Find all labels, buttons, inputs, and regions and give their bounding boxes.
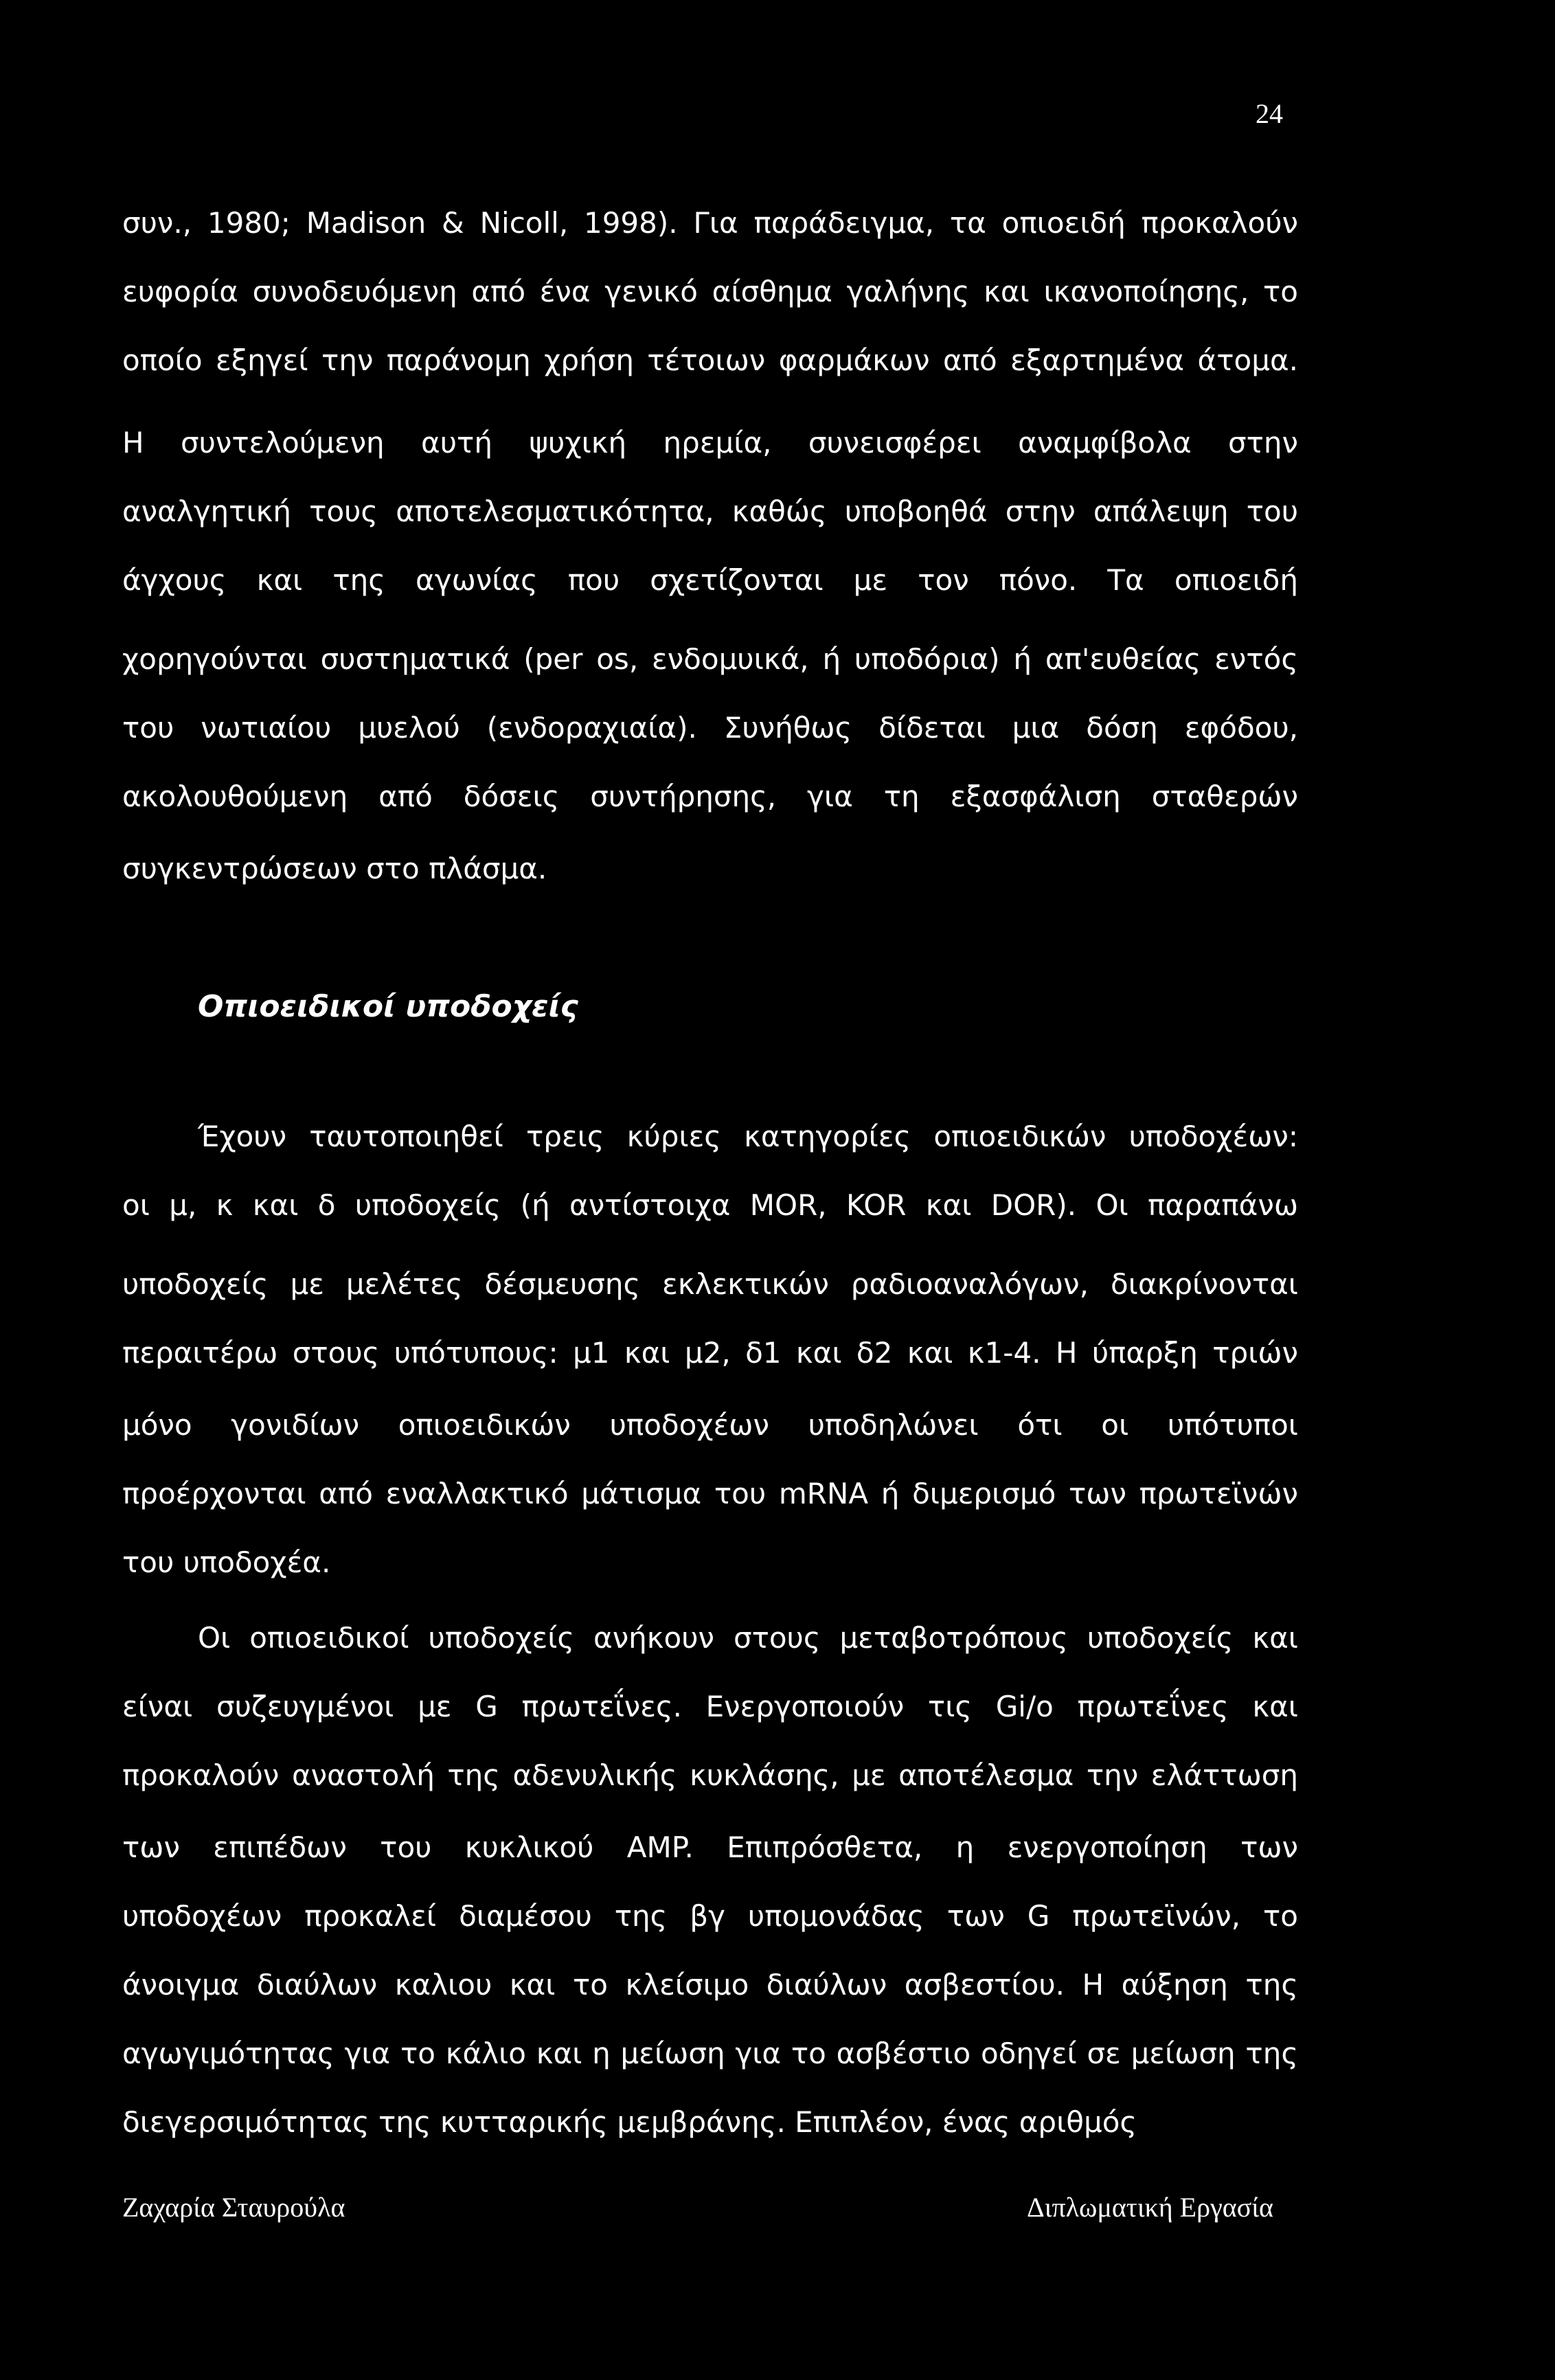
text-line: άγχους και της αγωνίας που σχετίζονται με τον πόνο. Τα οπιοειδή bbox=[122, 563, 1298, 597]
page-number: 24 bbox=[1256, 98, 1283, 129]
text-line: προκαλούν αναστολή της αδενυλικής κυκλάσης, με αποτέλεσμα την ελάττωση bbox=[122, 1758, 1298, 1792]
text-line: του νωτιαίου μυελού (ενδοραχιαία). Συνήθως δίδεται μια δόση εφόδου, bbox=[122, 711, 1298, 745]
text-line: μόνο γονιδίων οπιοειδικών υποδοχέων υποδηλώνει ότι οι υπότυποι bbox=[122, 1408, 1298, 1442]
text-line: οι μ, κ και δ υποδοχείς (ή αντίστοιχα MOR, KOR και DOR). Οι παραπάνω bbox=[122, 1188, 1298, 1222]
footer-author: Ζαχαρία Σταυρούλα bbox=[122, 2192, 345, 2223]
text-line: προέρχονται από εναλλακτικό μάτισμα του mRNA ή διμερισμό των πρωτεϊνών bbox=[122, 1477, 1298, 1510]
text-line: χορηγούνται συστηματικά (per os, ενδομυικά, ή υποδόρια) ή απ'ευθείας εντός bbox=[122, 642, 1298, 676]
footer-title: Διπλωματική Εργασία bbox=[1026, 2192, 1273, 2223]
text-line: αγωγιμότητας για το κάλιο και η μείωση για το ασβέστιο οδηγεί σε μείωση της bbox=[122, 2037, 1298, 2070]
text-line: άνοιγμα διαύλων καλιου και το κλείσιμο διαύλων ασβεστίου. Η αύξηση της bbox=[122, 1968, 1298, 2002]
text-line: αναλγητική τους αποτελεσματικότητα, καθώς υποβοηθά στην απάλειψη του bbox=[122, 495, 1298, 528]
text-line: του υποδοχέα. bbox=[122, 1545, 331, 1579]
text-line: υποδοχείς με μελέτες δέσμευσης εκλεκτικών ραδιοαναλόγων, διακρίνονται bbox=[122, 1267, 1298, 1301]
text-line: περαιτέρω στους υπότυπους: μ1 και μ2, δ1 και δ2 και κ1-4. Η ύπαρξη τριών bbox=[122, 1336, 1298, 1370]
text-line: Η συντελούμενη αυτή ψυχική ηρεμία, συνεισφέρει αναμφίβολα στην bbox=[122, 426, 1298, 460]
section-heading: Οπιοειδικοί υποδοχείς bbox=[198, 989, 578, 1024]
text-line: συν., 1980; Madison & Nicoll, 1998). Για παράδειγμα, τα οπιοειδή προκαλούν bbox=[122, 206, 1298, 240]
text-line: συγκεντρώσεων στο πλάσμα. bbox=[122, 852, 547, 885]
text-line: ευφορία συνοδευόμενη από ένα γενικό αίσθημα γαλήνης και ικανοποίησης, το bbox=[122, 275, 1298, 308]
text-line: ακολουθούμενη από δόσεις συντήρησης, για τη εξασφάλιση σταθερών bbox=[122, 780, 1298, 813]
text-line: είναι συζευγμένοι με G πρωτεΐνες. Ενεργοποιούν τις Gi/o πρωτεΐνες και bbox=[122, 1690, 1298, 1723]
text-line: υποδοχέων προκαλεί διαμέσου της βγ υπομονάδας των G πρωτεϊνών, το bbox=[122, 1899, 1298, 1933]
text-line: των επιπέδων του κυκλικού AMP. Επιπρόσθετα, η ενεργοποίηση των bbox=[122, 1831, 1298, 1864]
text-line: διεγερσιμότητας της κυτταρικής μεμβράνης. Επιπλέον, ένας αριθμός bbox=[122, 2105, 1137, 2139]
text-line: οποίο εξηγεί την παράνομη χρήση τέτοιων φαρμάκων από εξαρτημένα άτομα. bbox=[122, 343, 1298, 377]
text-line: Έχουν ταυτοποιηθεί τρεις κύριες κατηγορίες οπιοειδικών υποδοχέων: bbox=[198, 1120, 1298, 1153]
text-line: Οι οπιοειδικοί υποδοχείς ανήκουν στους μεταβοτρόπους υποδοχείς και bbox=[198, 1621, 1298, 1655]
